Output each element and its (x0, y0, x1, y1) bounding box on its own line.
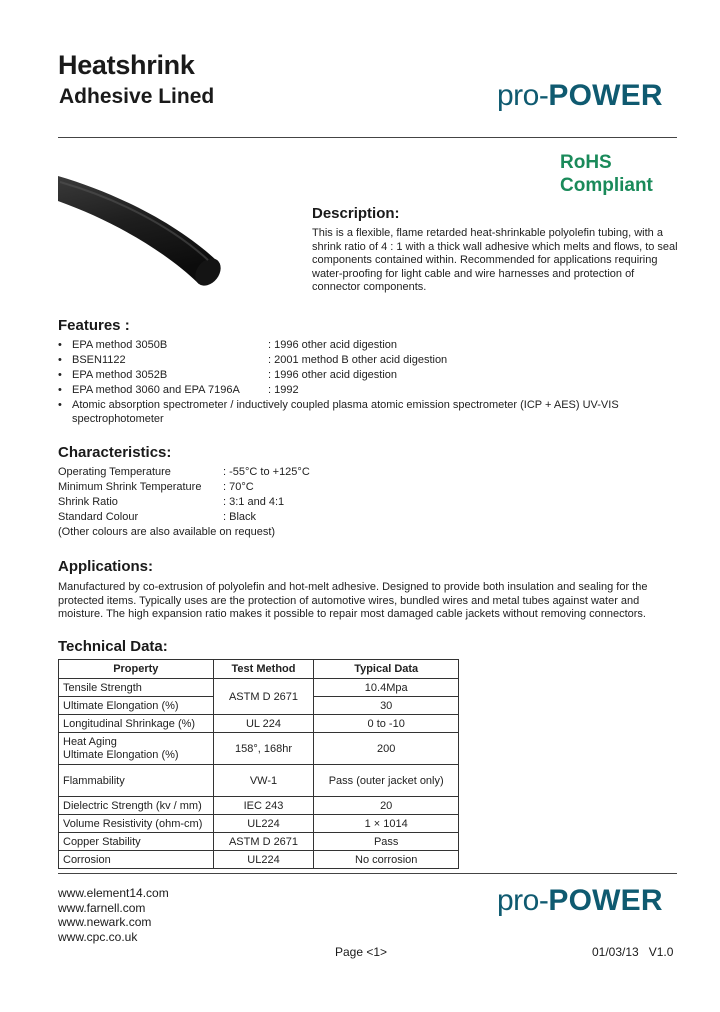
feature-item (58, 339, 698, 354)
feature-name: EPA method 3060 and EPA 7196A (72, 384, 240, 396)
cell-method: ASTM D 2671 (213, 679, 314, 715)
cell-property: Tensile Strength (59, 679, 214, 697)
feature-item (58, 354, 698, 369)
characteristic-value: : Black (223, 511, 257, 523)
description-text: This is a flexible, flame retarded heat-shrinkable polyolefin tubing, with a shrink ratio of 4 : 1 with a thick wall adhesive which melts and flows, to seal components contained within. Recommended for applications requiring water-proofing for light cable and wire harnesses and protection of connector components. (312, 227, 678, 293)
characteristics-heading: Characteristics: (58, 444, 172, 461)
logo-part2: POWER (548, 79, 663, 112)
feature-name: BSEN1122 (72, 354, 126, 366)
characteristic-label: Shrink Ratio (58, 496, 118, 508)
feature-value: : 2001 method B other acid digestion (268, 354, 448, 366)
applications-heading: Applications: (58, 558, 154, 575)
cell-method: UL224 (213, 815, 314, 833)
description-heading: Description: (312, 205, 400, 222)
cell-property: Ultimate Elongation (%) (59, 697, 214, 715)
column-header: Typical Data (314, 660, 459, 679)
footer-links (58, 886, 169, 944)
footer-divider (58, 873, 677, 874)
page-number: Page <1> (335, 945, 388, 959)
doc-date-version (592, 945, 673, 959)
bullet-icon: • (58, 384, 62, 396)
footer-link-farnell[interactable]: www.farnell.com (58, 900, 146, 915)
cell-value: 1 × 1014 (314, 815, 459, 833)
cell-method: UL 224 (213, 715, 314, 733)
cell-method: IEC 243 (213, 797, 314, 815)
footer-pro-power-logo (497, 884, 663, 918)
bullet-icon: • (58, 399, 62, 411)
rohs-line2: Compliant (560, 175, 653, 196)
cell-property: Corrosion (59, 851, 214, 869)
table-row (59, 797, 459, 815)
doc-version: V1.0 (648, 945, 674, 959)
cell-value: Pass (outer jacket only) (314, 765, 459, 797)
feature-name: Atomic absorption spectrometer / inductively coupled plasma atomic emission spectrometer (ICP + AES) UV-VIS spectrophotometer (72, 399, 619, 425)
characteristic-row (58, 496, 458, 511)
applications-text: Manufactured by co-extrusion of polyolefin and hot-melt adhesive. Designed to provide both insulation and sealing for the protected items. Typically uses are the protection of automotive wires, bundled wires and metal tubes against water and moisture. The high expansion ratio makes it possible to repair most damaged cable jackets without removing connectors. (58, 581, 648, 620)
characteristic-value: : 70°C (223, 481, 254, 493)
footer-link-cpc[interactable]: www.cpc.co.uk (58, 929, 138, 944)
cell-property: Dielectric Strength (kv / mm) (59, 797, 214, 815)
cell-value: 30 (314, 697, 459, 715)
footer-link-newark[interactable]: www.newark.com (58, 915, 152, 929)
bullet-icon: • (58, 369, 62, 381)
characteristic-note: (Other colours are also available on request) (58, 526, 276, 538)
feature-name: EPA method 3052B (72, 369, 168, 381)
cell-method: UL224 (213, 851, 314, 869)
characteristic-row (58, 481, 458, 496)
table-header-row (59, 660, 459, 679)
technical-data-table (58, 659, 459, 869)
characteristic-row (58, 511, 458, 526)
cell-property: Longitudinal Shrinkage (%) (59, 715, 214, 733)
technical-heading: Technical Data: (58, 638, 168, 655)
cell-property: Copper Stability (59, 833, 214, 851)
product-title: Heatshrink (58, 50, 195, 80)
pro-power-logo (497, 79, 663, 113)
table-row (59, 715, 459, 733)
feature-value: : 1996 other acid digestion (268, 339, 398, 351)
characteristic-value: : -55°C to +125°C (223, 466, 310, 478)
rohs-badge (560, 151, 653, 197)
characteristic-label: Operating Temperature (58, 466, 171, 478)
cell-property: Volume Resistivity (ohm-cm) (59, 815, 214, 833)
cell-value: 200 (314, 733, 459, 765)
heatshrink-tubing-image (56, 168, 231, 298)
column-header: Property (59, 660, 214, 679)
characteristic-label: Standard Colour (58, 511, 139, 523)
cell-method: VW-1 (213, 765, 314, 797)
logo-part2: POWER (548, 884, 663, 917)
bullet-icon: • (58, 354, 62, 366)
cell-property-line2: Ultimate Elongation (%) (63, 748, 179, 761)
cell-method: ASTM D 2671 (213, 833, 314, 851)
feature-item (58, 384, 698, 399)
cell-value: 20 (314, 797, 459, 815)
table-row (59, 733, 459, 765)
table-row (59, 765, 459, 797)
table-row (59, 833, 459, 851)
feature-item (58, 369, 698, 384)
logo-part1: pro- (497, 884, 549, 917)
characteristics-list (58, 466, 458, 541)
cell-value: No corrosion (314, 851, 459, 869)
characteristic-row (58, 466, 458, 481)
rohs-line1: RoHS (560, 152, 612, 173)
characteristic-label: Minimum Shrink Temperature (58, 481, 202, 493)
feature-value: : 1996 other acid digestion (268, 369, 398, 381)
cell-property (59, 733, 214, 765)
table-row (59, 815, 459, 833)
header-divider (58, 137, 677, 138)
features-heading: Features : (58, 317, 130, 334)
cell-method: 158°, 168hr (213, 733, 314, 765)
feature-name: EPA method 3050B (72, 339, 168, 351)
feature-value: : 1992 (268, 384, 299, 396)
column-header: Test Method (213, 660, 314, 679)
tubing-body (58, 176, 216, 284)
feature-item (58, 399, 698, 426)
table-row (59, 851, 459, 869)
footer-link-element14[interactable]: www.element14.com (58, 886, 169, 900)
product-subtitle: Adhesive Lined (59, 85, 215, 108)
cell-value: 10.4Mpa (314, 679, 459, 697)
cell-value: Pass (314, 833, 459, 851)
table-row (59, 679, 459, 697)
features-list (58, 339, 698, 426)
cell-property-line1: Heat Aging (63, 735, 117, 748)
doc-date: 01/03/13 (592, 945, 639, 959)
cell-value: 0 to -10 (314, 715, 459, 733)
cell-property: Flammability (59, 765, 214, 797)
bullet-icon: • (58, 339, 62, 351)
characteristic-value: : 3:1 and 4:1 (223, 496, 285, 508)
logo-part1: pro- (497, 79, 549, 112)
